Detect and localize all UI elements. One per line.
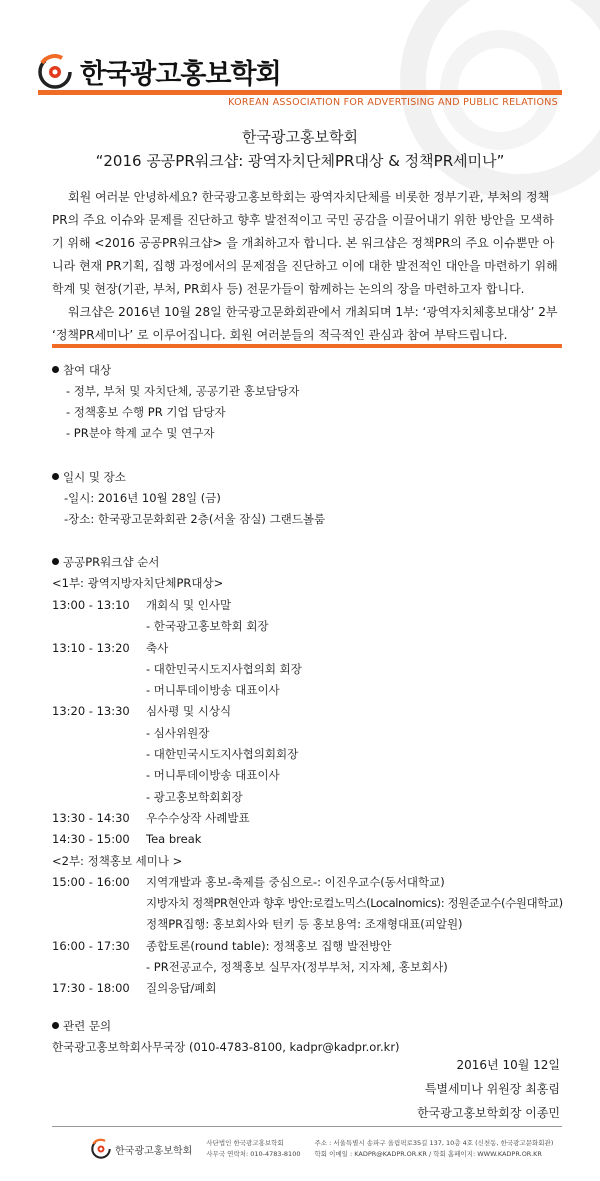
schedule-time: 13:30 - 14:30 bbox=[52, 810, 130, 825]
schedule-desc: - 대한민국시도지사협의회회장 bbox=[146, 747, 299, 762]
schedule-desc: - 한국광고홍보학회 회장 bbox=[146, 619, 269, 634]
schedule-desc: Tea break bbox=[146, 832, 202, 847]
schedule-desc: 개회식 및 인사말 bbox=[146, 598, 232, 612]
schedule-desc: - 대한민국시도지사협의회 회장 bbox=[146, 661, 302, 676]
schedule-row bbox=[52, 595, 582, 616]
schedule-time bbox=[52, 744, 146, 765]
footer-org-info bbox=[206, 1138, 300, 1160]
org-name-english: KOREAN ASSOCIATION FOR ADVERTISING AND PUBLIC RELATIONS bbox=[228, 97, 558, 108]
participant-item: - 정부, 부처 및 자치단체, 공공기관 홍보담당자 bbox=[66, 384, 300, 398]
footer bbox=[90, 1138, 553, 1160]
schedule-time bbox=[52, 765, 146, 786]
schedule-desc: - 머니투데이방송 대표이사 bbox=[146, 683, 280, 698]
header-rule bbox=[38, 90, 562, 95]
datetime-section bbox=[52, 467, 572, 530]
participant-item: - PR분야 학계 교수 및 연구자 bbox=[66, 426, 215, 440]
footer-org: 사단법인 한국광고홍보학회 bbox=[206, 1139, 284, 1147]
schedule-row bbox=[52, 957, 582, 978]
schedule-time bbox=[52, 723, 146, 744]
header-logo bbox=[36, 52, 281, 91]
schedule-row bbox=[52, 701, 582, 722]
intro-text bbox=[52, 186, 562, 347]
participants-section bbox=[52, 360, 572, 444]
org-name: 한국광고홍보학회 bbox=[80, 59, 281, 90]
schedule-row bbox=[52, 787, 582, 808]
part1-heading: <1부: 광역지방자치단체PR대상> bbox=[52, 576, 224, 590]
schedule-time: 14:30 - 15:00 bbox=[52, 832, 130, 847]
contact-heading: 관련 문의 bbox=[63, 1019, 112, 1033]
schedule-time bbox=[52, 914, 146, 935]
intro-paragraph-2: 워크샵은 2016년 10월 28일 한국광고문화회관에서 개최되며 1부: ‘광역자치체홍보대상’ 2부 ‘정책PR세미나’ 로 이루어집니다. 회원 여러분들의 적극적인 관심과 참여 부탁드립니다. bbox=[52, 305, 558, 342]
schedule-row bbox=[52, 616, 582, 637]
schedule-list bbox=[52, 595, 582, 1000]
schedule-desc: 심사평 및 시상식 bbox=[146, 704, 232, 719]
schedule-desc: - 머니투데이방송 대표이사 bbox=[146, 768, 280, 783]
schedule-time: 15:00 - 16:00 bbox=[52, 874, 130, 889]
footer-logo-text: 한국광고홍보학회 bbox=[115, 1145, 193, 1157]
doc-title-org: 한국광고홍보학회 bbox=[242, 128, 358, 146]
schedule-desc: 지방자치 정책PR현안과 향후 방안:로컬노믹스(Localnomics): 정원준교수(수원대학교) bbox=[146, 896, 563, 911]
schedule-row bbox=[52, 914, 582, 935]
schedule-row bbox=[52, 872, 582, 893]
intro-paragraph-1: 회원 여러분 안녕하세요? 한국광고홍보학회는 광역자치단체를 비롯한 정부기관, 부처의 정책PR의 주요 이슈와 문제를 진단하고 향후 발전적이고 국민 공감을 이끌어내기 위한 방안을 모색하기 위해 <2016 공공PR워크샵> 을 개최하고자 합니다. 본 워크샵은 정책PR의 주요 이슈뿐만 아니라 현재 PR기획, 집행 과정에서의 문제점을 진단하고 이에 대한 발전적인 대안을 마련하기 위해 학계 및 현장(기관, 부처, PR회사 등) 전문가들이 함께하는 논의의 장을 마련하고자 합니다. bbox=[52, 190, 558, 296]
footer-contact-info bbox=[314, 1138, 553, 1160]
schedule-time: 13:20 - 13:30 bbox=[52, 704, 130, 719]
event-place: -장소: 한국광고문화회관 2층(서울 잠실) 그랜드볼룸 bbox=[64, 512, 326, 526]
event-date: -일시: 2016년 10월 28일 (금) bbox=[64, 491, 221, 505]
footer-address: 주소 : 서울특별시 송파구 올림픽로35길 137, 10층 4호 (신천동, 한국광고문화회관) bbox=[314, 1139, 554, 1147]
footer-divider bbox=[52, 1126, 562, 1127]
schedule-time bbox=[52, 680, 146, 701]
schedule-row bbox=[52, 744, 582, 765]
schedule-time: 13:00 - 13:10 bbox=[52, 598, 130, 612]
signature-line-1: 특별세미나 위원장 최홍림 bbox=[424, 1082, 560, 1096]
association-logo-icon bbox=[36, 53, 74, 91]
schedule-time: 16:00 - 17:30 bbox=[52, 938, 130, 953]
schedule-row bbox=[52, 765, 582, 786]
schedule-row bbox=[52, 680, 582, 701]
schedule-row bbox=[52, 723, 582, 744]
bullet-icon bbox=[52, 558, 59, 565]
schedule-desc: 축사 bbox=[146, 640, 169, 655]
schedule-desc: 종합토론(round table): 정책홍보 집행 발전방안 bbox=[146, 938, 392, 953]
schedule-desc: - 광고홍보학회회장 bbox=[146, 789, 243, 804]
participant-item: - 정책홍보 수행 PR 기업 담당자 bbox=[66, 405, 226, 419]
footer-email-web: 학회 이메일 : KADPR@KADPR.OR.KR / 학회 홈페이지: WWW.KADPR.OR.KR bbox=[314, 1150, 542, 1158]
schedule-row bbox=[52, 978, 582, 999]
signature-line-2: 한국광고홍보학회장 이종민 bbox=[417, 1106, 560, 1120]
footer-logo bbox=[90, 1138, 192, 1160]
contact-text: 한국광고홍보학회사무국장 (010-4783-8100, kadpr@kadpr.or.kr) bbox=[52, 1040, 400, 1054]
schedule-time: 17:30 - 18:00 bbox=[52, 981, 130, 996]
signature-date: 2016년 10월 12일 bbox=[456, 1058, 560, 1072]
footer-phone: 사무국 연락처: 010-4783-8100 bbox=[206, 1150, 301, 1158]
part2-heading: <2부: 정책홍보 세미나 > bbox=[52, 853, 183, 868]
schedule-row bbox=[52, 893, 582, 914]
schedule-desc: 우수수상작 사례발표 bbox=[146, 810, 250, 825]
schedule-heading-block bbox=[52, 552, 572, 594]
schedule-desc: 정책PR집행: 홍보회사와 턴키 등 홍보용역: 조재형대표(피알원) bbox=[146, 917, 463, 932]
schedule-time bbox=[52, 787, 146, 808]
schedule-time bbox=[52, 616, 146, 637]
contact-section bbox=[52, 1016, 572, 1058]
footer-logo-icon bbox=[90, 1138, 112, 1160]
bullet-icon bbox=[52, 473, 59, 480]
schedule-time bbox=[52, 659, 146, 680]
schedule-row bbox=[52, 638, 582, 659]
schedule-row bbox=[52, 936, 582, 957]
schedule-desc: 지역개발과 홍보-축제를 중심으로-: 이진우교수(동서대학교) bbox=[146, 874, 445, 889]
schedule-desc: 질의응답/폐회 bbox=[146, 981, 217, 996]
schedule-row bbox=[52, 659, 582, 680]
schedule-desc: - 심사위원장 bbox=[146, 725, 210, 740]
schedule-row bbox=[52, 808, 582, 829]
doc-title-event: “2016 공공PR워크샵: 광역자치단체PR대상 & 정책PR세미나” bbox=[95, 152, 505, 170]
bullet-icon bbox=[52, 366, 59, 373]
schedule-desc: - PR전공교수, 정책홍보 실무자(정부부처, 지자체, 홍보회사) bbox=[146, 960, 448, 975]
participants-heading: 참여 대상 bbox=[63, 363, 112, 377]
section-divider bbox=[52, 344, 562, 348]
bullet-icon bbox=[52, 1022, 59, 1029]
schedule-time: 13:10 - 13:20 bbox=[52, 640, 130, 655]
schedule-heading: 공공PR워크샵 순서 bbox=[63, 555, 160, 569]
schedule-row bbox=[52, 829, 582, 850]
schedule-time bbox=[52, 893, 146, 914]
datetime-heading: 일시 및 장소 bbox=[63, 470, 126, 484]
schedule-time bbox=[52, 957, 146, 978]
